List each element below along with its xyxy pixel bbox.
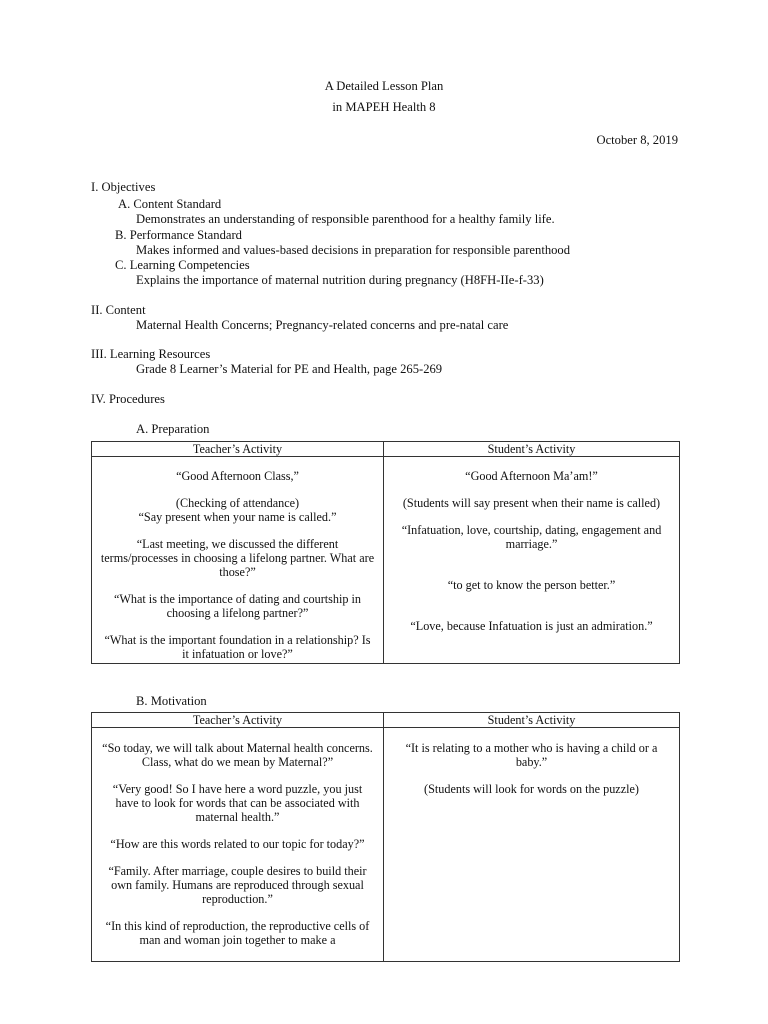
motivation-label: B. Motivation [136, 694, 207, 708]
student-line: “to get to know the person better.” [447, 578, 616, 592]
content-standard-label: A. Content Standard [118, 197, 222, 211]
table-header-row [92, 713, 680, 728]
teacher-activity-cell [92, 457, 384, 664]
table-row [92, 457, 680, 664]
motivation-table [91, 712, 680, 962]
student-line: “Good Afternoon Ma’am!” [465, 469, 598, 483]
teacher-activity-cell [92, 728, 384, 962]
teacher-line: “Good Afternoon Class,” [176, 469, 299, 483]
student-line: (Students will look for words on the puzzle) [424, 782, 639, 796]
procedures-heading: IV. Procedures [91, 392, 165, 406]
student-line: “Infatuation, love, courtship, dating, engagement and marriage.” [401, 523, 662, 551]
learning-competencies-label: C. Learning Competencies [115, 258, 250, 272]
learning-competencies-text: Explains the importance of maternal nutrition during pregnancy (H8FH-IIe-f-33) [136, 273, 544, 287]
performance-standard-text: Makes informed and values-based decisions in preparation for responsible parenthood [136, 243, 571, 257]
resources-text: Grade 8 Learner’s Material for PE and Health, page 265-269 [136, 362, 443, 376]
performance-standard-label: B. Performance Standard [115, 228, 242, 242]
lesson-date: October 8, 2019 [596, 133, 678, 147]
teacher-line: (Checking of attendance) “Say present when your name is called.” [138, 496, 337, 524]
teacher-activity-header: Teacher’s Activity [92, 442, 384, 457]
student-line: “Love, because Infatuation is just an admiration.” [410, 619, 653, 633]
student-activity-cell [384, 728, 680, 962]
teacher-line: “So today, we will talk about Maternal health concerns. Class, what do we mean by Maternal?” [102, 741, 373, 769]
student-line: (Students will say present when their name is called) [402, 496, 661, 510]
teacher-activity-header: Teacher’s Activity [92, 713, 384, 728]
table-header-row [92, 442, 680, 457]
resources-heading: III. Learning Resources [91, 347, 211, 361]
teacher-line: “Last meeting, we discussed the different terms/processes in choosing a lifelong partner. What are those?” [100, 537, 375, 579]
student-activity-cell [384, 457, 680, 664]
teacher-line: “How are this words related to our topic for today?” [110, 837, 365, 851]
objectives-heading: I. Objectives [91, 180, 156, 194]
teacher-line: “Very good! So I have here a word puzzle, you just have to look for words that can be associated with maternal health.” [112, 782, 363, 824]
teacher-line: “In this kind of reproduction, the reproductive cells of man and woman join together to make a [105, 919, 370, 947]
content-standard-text: Demonstrates an understanding of responsible parenthood for a healthy family life. [136, 212, 555, 226]
teacher-line: “Family. After marriage, couple desires to build their own family. Humans are reproduced through sexual reproduction.” [108, 864, 367, 906]
teacher-line: “What is the important foundation in a relationship? Is it infatuation or love?” [104, 633, 371, 661]
document-subtitle: in MAPEH Health 8 [332, 100, 436, 114]
preparation-table [91, 441, 680, 664]
student-activity-header: Student’s Activity [384, 442, 680, 457]
document-title: A Detailed Lesson Plan [324, 79, 444, 93]
teacher-line: “What is the importance of dating and courtship in choosing a lifelong partner?” [113, 592, 362, 620]
student-line: “It is relating to a mother who is having a child or a baby.” [405, 741, 658, 769]
table-row [92, 728, 680, 962]
student-activity-header: Student’s Activity [384, 713, 680, 728]
content-heading: II. Content [91, 303, 146, 317]
content-text: Maternal Health Concerns; Pregnancy-related concerns and pre-natal care [136, 318, 509, 332]
preparation-label: A. Preparation [136, 422, 210, 436]
